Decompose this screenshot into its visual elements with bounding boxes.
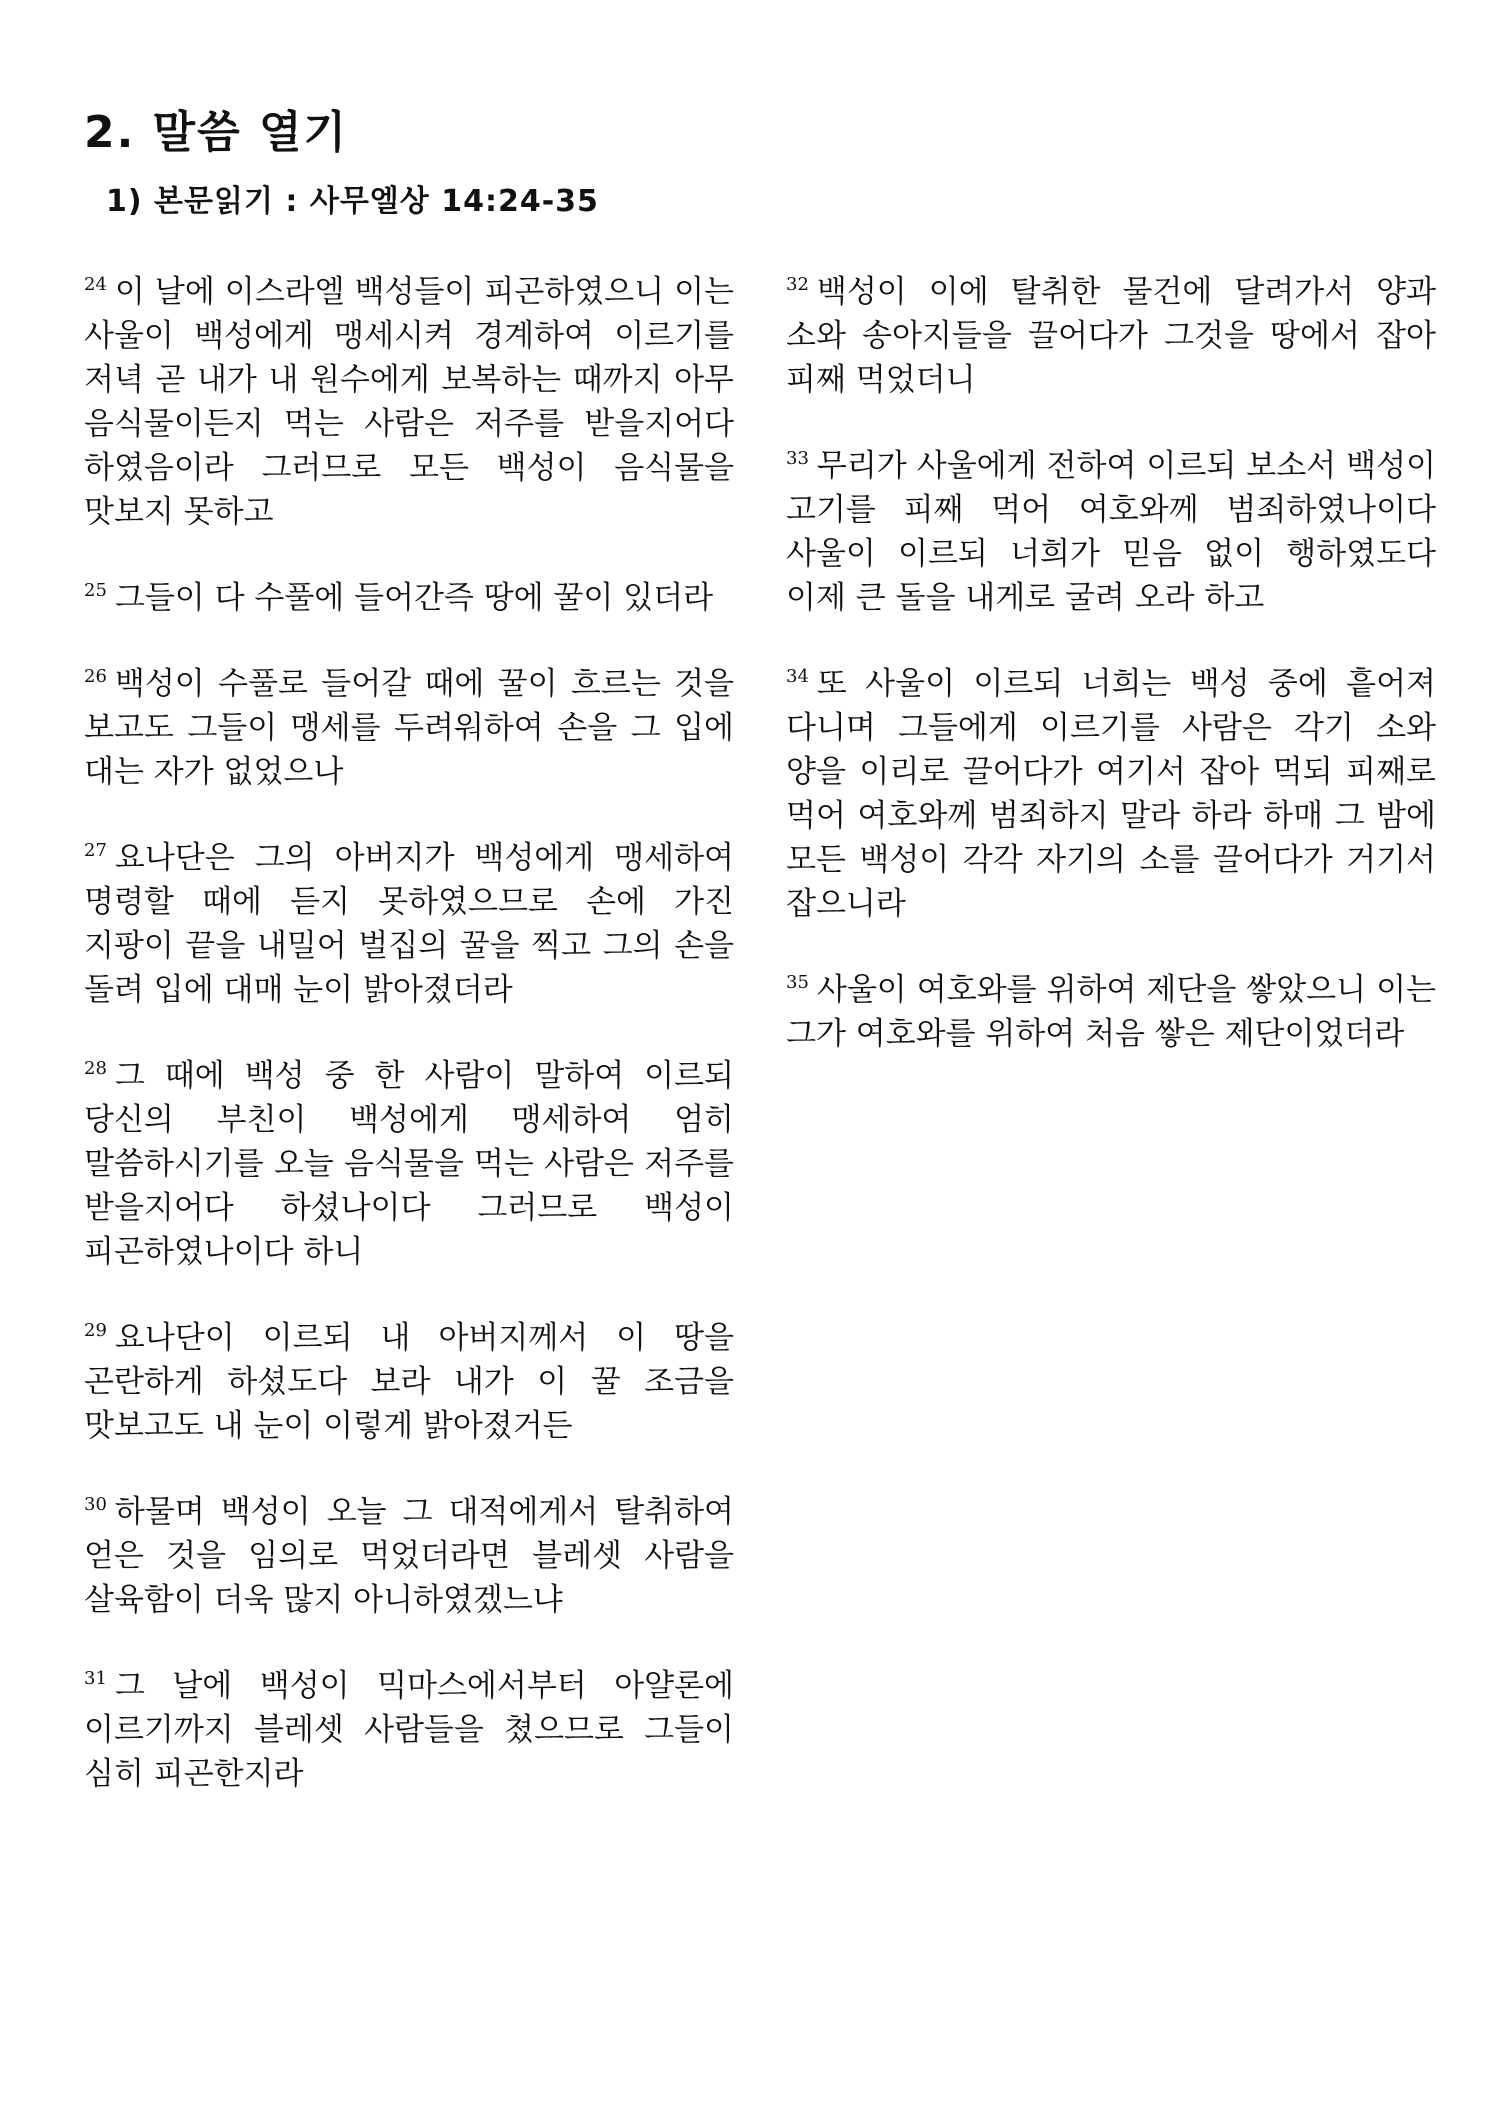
verse-number: 30 xyxy=(84,1494,107,1515)
verse-35 xyxy=(786,968,1436,1056)
verse-29 xyxy=(84,1316,734,1448)
verse-32 xyxy=(786,270,1436,402)
verse-26 xyxy=(84,662,734,794)
verse-number: 26 xyxy=(84,666,107,687)
verse-number: 24 xyxy=(84,274,107,295)
verse-28 xyxy=(84,1054,734,1274)
scripture-reference: 1) 본문읽기 : 사무엘상 14:24-35 xyxy=(106,184,599,219)
verse-text: 백성이 수풀로 들어갈 때에 꿀이 흐르는 것을 보고도 그들이 맹세를 두려워하여 손을 그 입에 대는 자가 없었으나 xyxy=(84,666,734,790)
right-column xyxy=(786,270,1436,1098)
verse-text: 또 사울이 이르되 너희는 백성 중에 흩어져 다니며 그들에게 이르기를 사람은 각기 소와 양을 이리로 끌어다가 여기서 잡아 먹되 피째로 먹어 여호와께 범죄하지 말라 하라 하매 그 밤에 모든 백성이 각각 자기의 소를 끌어다가 거기서 잡으니라 xyxy=(786,666,1436,922)
verse-text: 백성이 이에 탈취한 물건에 달려가서 양과 소와 송아지들을 끌어다가 그것을 땅에서 잡아 피째 먹었더니 xyxy=(786,274,1436,398)
verse-34 xyxy=(786,662,1436,926)
verse-text: 무리가 사울에게 전하여 이르되 보소서 백성이 고기를 피째 먹어 여호와께 범죄하였나이다 사울이 이르되 너희가 믿음 없이 행하였도다 이제 큰 돌을 내게로 굴려 오라 하고 xyxy=(786,448,1436,616)
left-column xyxy=(84,270,734,1838)
verse-number: 32 xyxy=(786,274,809,295)
verse-text: 요나단은 그의 아버지가 백성에게 맹세하여 명령할 때에 듣지 못하였으므로 손에 가진 지팡이 끝을 내밀어 벌집의 꿀을 찍고 그의 손을 돌려 입에 대매 눈이 밝아졌더라 xyxy=(84,840,734,1008)
verse-number: 25 xyxy=(84,580,107,601)
verse-number: 35 xyxy=(786,972,809,993)
verse-24 xyxy=(84,270,734,534)
verse-33 xyxy=(786,444,1436,620)
verse-text: 하물며 백성이 오늘 그 대적에게서 탈취하여 얻은 것을 임의로 먹었더라면 블레셋 사람을 살육함이 더욱 많지 아니하였겠느냐 xyxy=(84,1494,734,1618)
verse-number: 34 xyxy=(786,666,809,687)
verse-27 xyxy=(84,836,734,1012)
verse-30 xyxy=(84,1490,734,1622)
verse-number: 33 xyxy=(786,448,809,469)
verse-25 xyxy=(84,576,734,620)
section-title: 2. 말씀 열기 xyxy=(84,107,348,158)
verse-number: 31 xyxy=(84,1668,107,1689)
verse-text: 그 날에 백성이 믹마스에서부터 아얄론에 이르기까지 블레셋 사람들을 쳤으므로 그들이 심히 피곤한지라 xyxy=(84,1668,734,1792)
verse-text: 그 때에 백성 중 한 사람이 말하여 이르되 당신의 부친이 백성에게 맹세하여 엄히 말씀하시기를 오늘 음식물을 먹는 사람은 저주를 받을지어다 하셨나이다 그러므로 백성이 피곤하였나이다 하니 xyxy=(84,1058,734,1270)
verse-text: 요나단이 이르되 내 아버지께서 이 땅을 곤란하게 하셨도다 보라 내가 이 꿀 조금을 맛보고도 내 눈이 이렇게 밝아졌거든 xyxy=(84,1320,734,1444)
verse-text: 그들이 다 수풀에 들어간즉 땅에 꿀이 있더라 xyxy=(114,580,714,616)
verse-number: 27 xyxy=(84,840,107,861)
verse-text: 사울이 여호와를 위하여 제단을 쌓았으니 이는 그가 여호와를 위하여 처음 쌓은 제단이었더라 xyxy=(786,972,1436,1052)
verse-number: 29 xyxy=(84,1320,107,1341)
verse-number: 28 xyxy=(84,1058,107,1079)
verse-31 xyxy=(84,1664,734,1796)
verse-text: 이 날에 이스라엘 백성들이 피곤하였으니 이는 사울이 백성에게 맹세시켜 경계하여 이르기를 저녁 곧 내가 내 원수에게 보복하는 때까지 아무 음식물이든지 먹는 사람은 저주를 받을지어다 하였음이라 그러므로 모든 백성이 음식물을 맛보지 못하고 xyxy=(84,274,734,530)
